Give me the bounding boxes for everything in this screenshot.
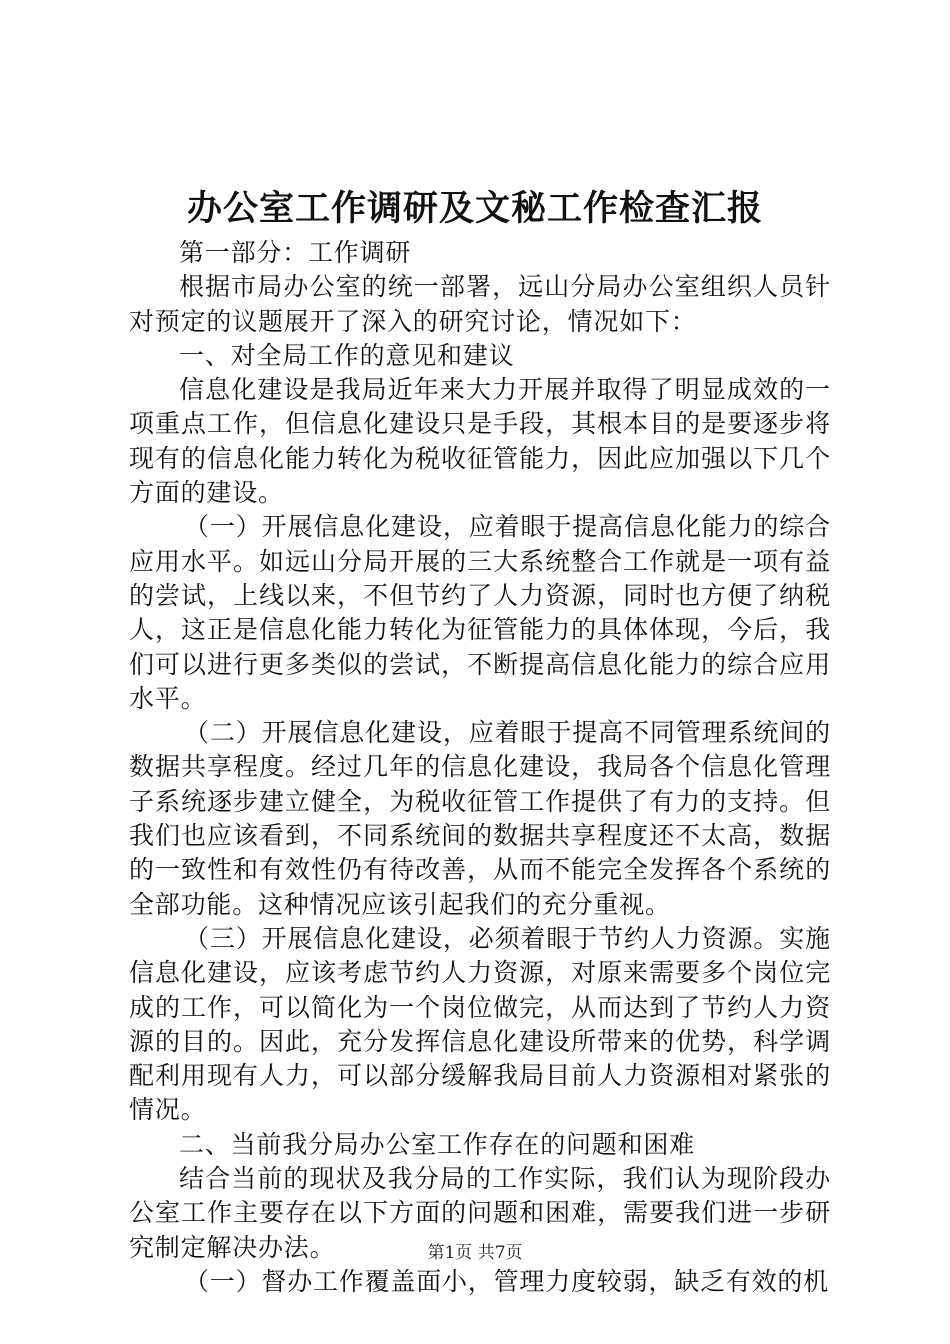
paragraph: （一）开展信息化建设，应着眼于提高信息化能力的综合应用水平。如远山分局开展的三大系统整合工作就是一项有益的尝试，上线以来，不但节约了人力资源，同时也方便了纳税人，这正是信息化能力转化为征管能力的具体体现，今后，我们可以进行更多类似的尝试，不断提高信息化能力的综合应用水平。	[129, 512, 831, 713]
paragraph: （三）开展信息化建设，必须着眼于节约人力资源。实施信息化建设，应该考虑节约人力资源，对原来需要多个岗位完成的工作，可以简化为一个岗位做完，从而达到了节约人力资源的目的。因此，充分发挥信息化建设所带来的优势，科学调配利用现有人力，可以部分缓解我局目前人力资源相对紧张的情况。	[129, 923, 831, 1125]
paragraph: （二）开展信息化建设，应着眼于提高不同管理系统间的数据共享程度。经过几年的信息化建设，我局各个信息化管理子系统逐步建立健全，为税收征管工作提供了有力的支持。但我们也应该看到，不同系统间的数据共享程度还不太高，数据的一致性和有效性仍有待改善，从而不能完全发挥各个系统的全部功能。这种情况应该引起我们的充分重视。	[129, 718, 831, 919]
paragraph: 信息化建设是我局近年来大力开展并取得了明显成效的一项重点工作，但信息化建设只是手段，其根本目的是要逐步将现有的信息化能力转化为税收征管能力，因此应加强以下几个方面的建设。	[129, 375, 831, 508]
section-heading: 二、当前我分局办公室工作存在的问题和困难	[179, 1129, 696, 1159]
paragraph: （一）督办工作覆盖面小，管理力度较弱，缺乏有效的机	[184, 1266, 830, 1296]
section-heading: 一、对全局工作的意见和建议	[179, 340, 515, 370]
page-footer: 第1页 共7页	[427, 1243, 523, 1263]
paragraph: 根据市局办公室的统一部署，远山分局办公室组织人员针对预定的议题展开了深入的研究讨论，情况如下：	[129, 272, 831, 336]
paragraph: 结合当前的现状及我分局的工作实际，我们认为现阶段办公室工作主要存在以下方面的问题和困难，需要我们进一步研究制定解决办法。	[129, 1164, 831, 1262]
section-heading: 第一部分：工作调研	[179, 238, 412, 267]
document-title: 办公室工作调研及文秘工作检查汇报	[186, 188, 763, 229]
document-body	[129, 236, 831, 1299]
